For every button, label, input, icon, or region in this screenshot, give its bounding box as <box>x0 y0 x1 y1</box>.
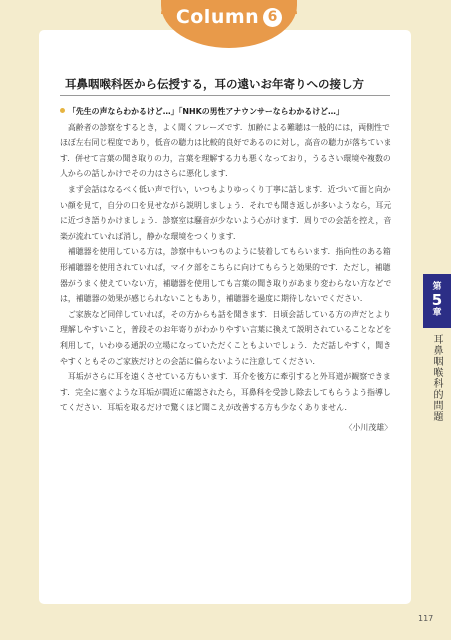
column-label: Column <box>175 6 260 28</box>
article-lead <box>60 104 392 120</box>
column-badge-label <box>161 6 297 28</box>
chapter-number: 5 <box>431 291 443 309</box>
paragraph-5: 耳垢がさらに耳を遠くさせている方もいます．耳介を後方に牽引すると外耳道が観察できます．完全に塞ぐような耳垢が間近に確認されたら，耳鼻科を受診し除去してもらうよう指導してください．耳垢を取るだけで驚くほど聞こえが改善する方も少なくありません． <box>60 372 391 413</box>
lead-text: 「先生の声ならわかるけど…」「NHKの男性アナウンサーならわかるけど…」 <box>68 107 344 116</box>
title-divider <box>60 95 390 96</box>
paragraph-3: 補聴器を使用している方は，診察中もいつものように装着してもらいます．指向性のある箱形補聴器を使用されていれば，マイク部をこちらに向けてもらうと効果的です．ただし，補聴器がうまく使えていない方，補聴器を使用しても言葉の聞き取りがあまり変わらない方などでは，補聴器の効果が感じられないこともあり，補聴器を過度に期待しないでください． <box>60 247 392 304</box>
article-title: 耳鼻咽喉科医から伝授する，耳の遠いお年寄りへの接し方 <box>65 77 364 91</box>
article-body <box>60 104 392 435</box>
chapter-prefix: 第 <box>432 282 442 292</box>
paragraph-2: まず会話はなるべく低い声で行い，いつもよりゆっくり丁寧に話します．近づいて面と向かい顔を見て，自分の口を見せながら説明しましょう．それでも聞き返しが多いようなら，耳元に近づき語りかけましょう．診察室は騒音が少ないよう心がけます．周りでの会話を控え，音楽が流れていれば消し，静かな環境をつくります． <box>60 184 392 241</box>
chapter-tab <box>423 274 451 328</box>
paragraph-4: ご家族など同伴していれば，その方からも話を聞きます．日頃会話している方の声だとより理解しやすいこと，普段そのお年寄りがわかりやすい言葉に換えて説明されていることなどを利用して，いわゆる通訳の立場になっていただくこともよいでしょう．ただ話しやすく，聞きやすくともそのご家族だけとの会話に偏らないように注意してください． <box>60 309 392 366</box>
column-number: 6 <box>263 8 282 27</box>
author-signature: 〈小川茂雄〉 <box>344 422 392 432</box>
bullet-dot-icon <box>60 108 65 113</box>
page-number: 117 <box>418 614 434 623</box>
chapter-suffix: 章 <box>432 308 442 318</box>
paragraph-1: 高齢者の診察をするとき，よく聞くフレーズです．加齢による難聴は一般的には，両側性でほぼ左右同じ程度であり，低音の聴力は比較的良好であるのに対し，高音の聴力が落ちています．併せて言葉の聞き取りの力，言葉を理解する力も悪くなっており，うるさい環境や複数の人からの話しかけでその力はさらに悪化します． <box>60 122 392 179</box>
chapter-title: 耳鼻咽喉科的問題 <box>431 334 442 422</box>
